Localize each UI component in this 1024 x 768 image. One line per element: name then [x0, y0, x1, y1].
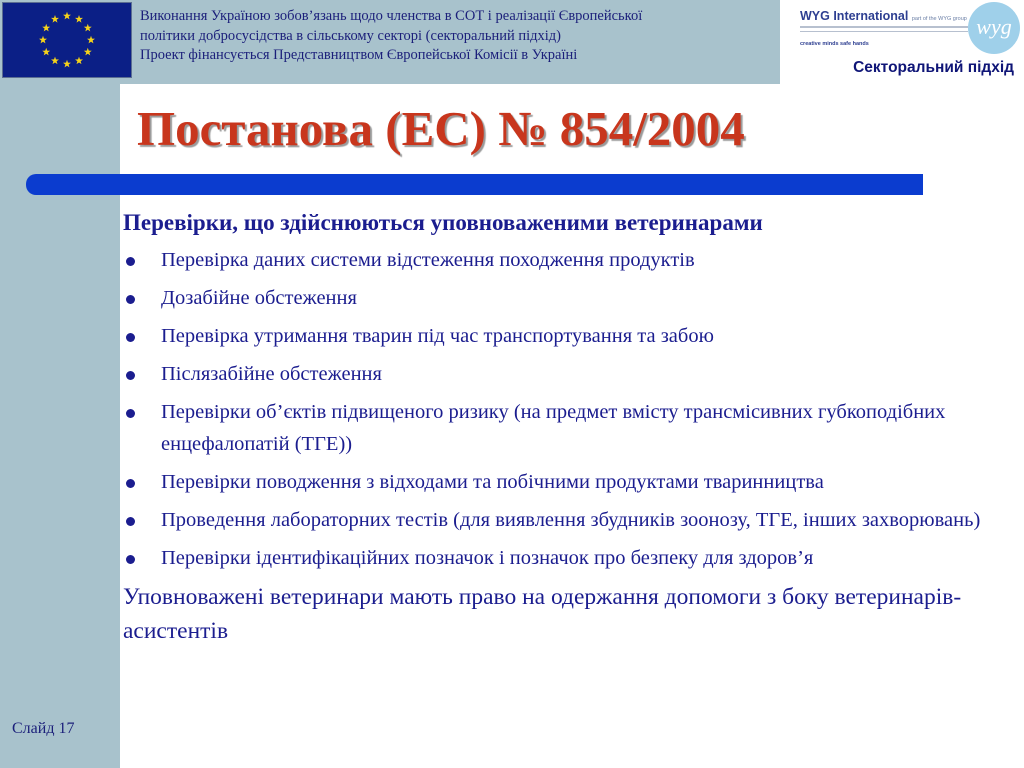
- eu-star-icon: [42, 48, 50, 56]
- eu-star-icon: [84, 24, 92, 32]
- subheading: Перевірки, що здійснюються уповноваженими ветеринарами: [123, 210, 763, 235]
- bullet-item: Проведення лабораторних тестів (для виявлення збудників зоонозу, ТГЕ, інших захворювань): [123, 504, 1023, 536]
- eu-star-icon: [75, 57, 83, 65]
- eu-star-icon: [39, 36, 47, 44]
- slide-title: Постанова (ЕС) № 854/2004: [137, 101, 745, 156]
- wyg-circle-icon: wyg: [968, 2, 1020, 54]
- bullet-item: Перевірка даних системи відстеження походження продуктів: [123, 244, 1023, 276]
- eu-star-icon: [63, 60, 71, 68]
- slide-number: Слайд 17: [12, 720, 75, 737]
- left-side-band: [0, 0, 120, 768]
- wyg-logo-part-of: part of the WYG group: [911, 16, 967, 22]
- wyg-logo-decor-lines: [800, 26, 968, 35]
- eu-star-icon: [51, 57, 59, 65]
- eu-star-icon: [63, 12, 71, 20]
- bullet-item: Післязабійне обстеження: [123, 358, 1023, 390]
- title-underline-bar: [26, 174, 923, 195]
- project-header-line: Виконання Україною зобов’язань щодо членства в СОТ і реалізації Європейської: [140, 8, 643, 24]
- slide-content: [123, 205, 1023, 648]
- bullet-list: [123, 244, 1023, 574]
- eu-star-icon: [51, 15, 59, 23]
- project-header-line: Проект фінансується Представництвом Європейської Комісії в Україні: [140, 47, 578, 63]
- project-header-line: політики добросусідства в сільському секторі (секторальний підхід): [140, 27, 562, 44]
- bullet-item: Дозабійне обстеження: [123, 282, 1023, 314]
- sector-label: Секторальний підхід: [853, 59, 1014, 76]
- wyg-logo-tagline: creative minds safe hands: [800, 41, 869, 47]
- eu-flag-icon: [2, 2, 132, 78]
- eu-star-icon: [84, 48, 92, 56]
- bullet-item: Перевірки об’єктів підвищеного ризику (на предмет вмісту трансмісивних губкоподібних енцефалопатій (ТГЕ)): [123, 396, 1023, 460]
- footer-note: Уповноважені ветеринари мають право на одержання допомоги з боку ветеринарів-асистентів: [123, 584, 962, 644]
- bullet-item: Перевірка утримання тварин під час транспортування та забою: [123, 320, 1023, 352]
- bullet-item: Перевірки ідентифікаційних позначок і позначок про безпеку для здоров’я: [123, 542, 1023, 574]
- eu-star-icon: [75, 15, 83, 23]
- bullet-item: Перевірки поводження з відходами та побічними продуктами тваринництва: [123, 466, 1023, 498]
- wyg-logo-name: [800, 9, 967, 23]
- eu-star-icon: [87, 36, 95, 44]
- eu-star-icon: [42, 24, 50, 32]
- wyg-logo-name-text: WYG International: [800, 9, 909, 23]
- project-header: [140, 7, 780, 66]
